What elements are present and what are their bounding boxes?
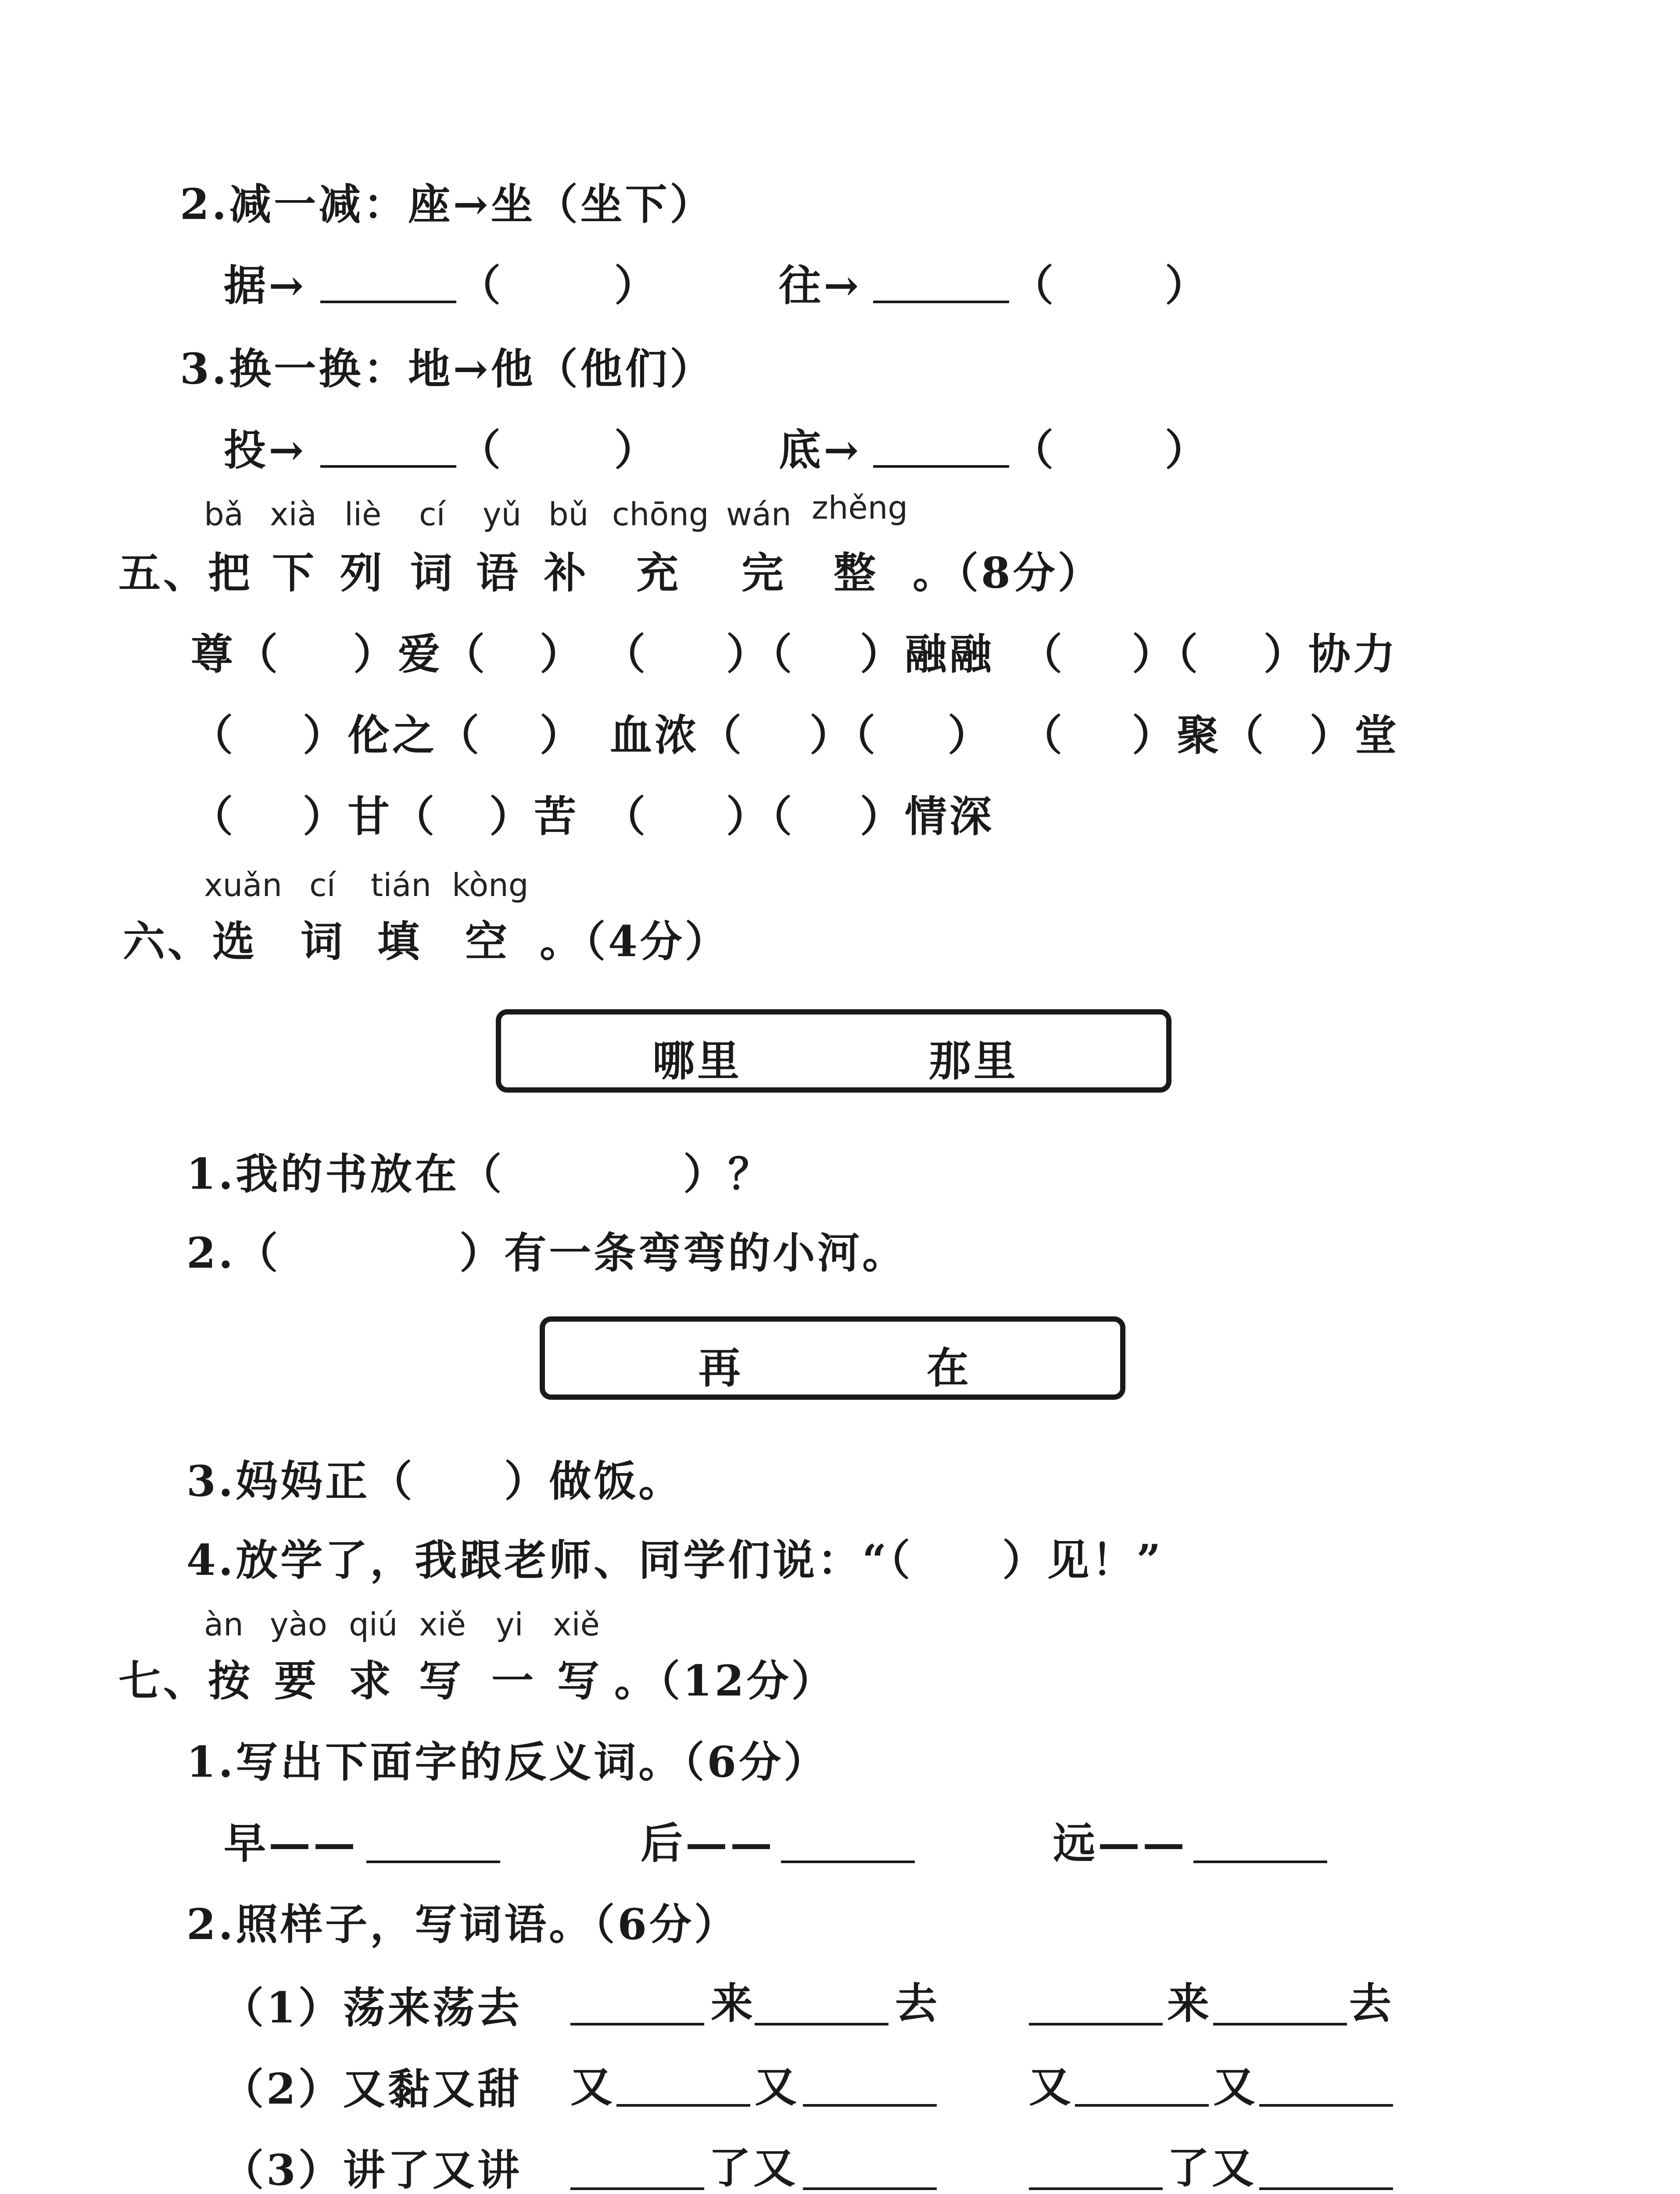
paren-close: ） — [1165, 425, 1210, 475]
q7-2: 2.照样子，写词语。（6分） — [186, 1900, 739, 1949]
pattern-example: （3）讲了又讲 — [222, 2145, 522, 2194]
sec7-title: 要 — [274, 1656, 319, 1706]
pinyin: xiě — [553, 1606, 600, 1643]
pinyin: chōng — [612, 496, 709, 533]
q4-3-prompt: 3.换一换：地→他（他们） — [180, 344, 715, 394]
pinyin: zhěng — [812, 489, 908, 526]
sec7-title: 求 — [349, 1656, 394, 1706]
idiom-fragment: ）聚（ — [1132, 710, 1266, 760]
q7-1: 1.写出下面字的反义词。（6分） — [186, 1737, 829, 1787]
idiom-fragment: ）融融 — [860, 629, 994, 679]
q4-2a-char: 据→ — [224, 261, 307, 310]
q4-2a-blank[interactable] — [320, 301, 456, 303]
antonym-blank[interactable] — [781, 1861, 915, 1863]
idiom-fragment: ）（ — [1132, 629, 1200, 679]
pinyin: yào — [270, 1606, 327, 1643]
pinyin: cí — [419, 496, 445, 533]
antonym-prompt: 后—— — [641, 1818, 775, 1868]
sec5-title: 列 — [340, 548, 385, 598]
word-option: 在 — [927, 1343, 971, 1393]
fixed-char: 来 — [1167, 1979, 1212, 2028]
paren-open: （ — [1011, 425, 1056, 475]
fixed-char: 来 — [711, 1979, 756, 2028]
sec5-title: 词 — [410, 548, 455, 598]
idiom-fragment: ）堂 — [1310, 710, 1399, 760]
sec7-title: 一 — [491, 1656, 536, 1706]
q4-2b-char: 往→ — [779, 261, 862, 310]
idiom-fragment: ）（ — [726, 629, 795, 679]
word-blank[interactable] — [1259, 2187, 1393, 2190]
word-bank-box — [540, 1316, 1125, 1400]
fixed-char: 去 — [1349, 1979, 1394, 2028]
pattern-example: （2）又黏又甜 — [222, 2064, 522, 2114]
word-option: 哪里 — [652, 1036, 742, 1086]
sec5-title: 五、把 — [118, 548, 253, 598]
sec5-title: 下 — [272, 548, 317, 598]
q6-2: 2.（ ）有一条弯弯的小河。 — [186, 1228, 907, 1278]
q4-3a-blank[interactable] — [320, 465, 456, 468]
idiom-fragment: （ — [603, 629, 648, 679]
q6-1: 1.我的书放在（ ）？ — [186, 1149, 773, 1199]
sec5-title: 补 — [544, 548, 589, 598]
word-blank[interactable] — [755, 2023, 888, 2026]
pinyin: liè — [344, 496, 382, 533]
antonym-prompt: 远—— — [1053, 1818, 1187, 1868]
idiom-fragment: ）苦 — [489, 792, 579, 841]
idiom-fragment: ）甘（ — [303, 792, 437, 841]
idiom-fragment: （ — [191, 792, 236, 841]
word-blank[interactable] — [616, 2104, 750, 2107]
word-option: 再 — [699, 1343, 743, 1393]
idiom-fragment: ）（ — [726, 792, 795, 841]
sec7-title: 写 — [557, 1656, 602, 1706]
idiom-fragment: （ — [1020, 629, 1065, 679]
pinyin: kòng — [452, 867, 529, 903]
paren-close: ） — [1165, 261, 1210, 310]
q4-2b-blank[interactable] — [873, 301, 1009, 303]
fixed-char: 又 — [1213, 2062, 1258, 2112]
sec5-score: 。（8分） — [913, 548, 1103, 598]
q6-4: 4.放学了，我跟老师、同学们说：“（ ）见！” — [186, 1535, 1164, 1585]
idiom-fragment: ） — [948, 710, 992, 760]
idiom-fragment: ） — [540, 629, 584, 679]
pinyin: bǔ — [548, 496, 589, 533]
idiom-fragment: ）伦之（ — [303, 710, 482, 760]
word-bank-box — [496, 1009, 1171, 1093]
word-blank[interactable] — [1259, 2104, 1393, 2107]
fixed-chars: 了又 — [1167, 2143, 1257, 2193]
word-blank[interactable] — [570, 2023, 704, 2026]
antonym-prompt: 早—— — [224, 1818, 358, 1868]
q4-3a-char: 投→ — [224, 425, 307, 475]
paren-open: （ — [1011, 261, 1056, 310]
word-blank[interactable] — [1029, 2187, 1163, 2190]
pinyin: bǎ — [204, 496, 244, 533]
sec5-title: 语 — [476, 548, 521, 598]
paren-close: ） — [614, 425, 659, 475]
fixed-char: 去 — [895, 1979, 940, 2028]
idiom-fragment: ）爱（ — [353, 629, 487, 679]
fixed-char: 又 — [755, 2062, 799, 2112]
sec6-title: 空 — [465, 917, 510, 966]
word-blank[interactable] — [803, 2187, 937, 2190]
sec6-title: 六、选 — [123, 917, 257, 966]
sec6-title: 填 — [377, 917, 422, 966]
paren-open: （ — [459, 425, 503, 475]
word-blank[interactable] — [570, 2187, 704, 2190]
idiom-fragment: ）情深 — [860, 792, 994, 841]
antonym-blank[interactable] — [1193, 1861, 1327, 1863]
pinyin: yǔ — [483, 496, 522, 533]
word-blank[interactable] — [1029, 2023, 1163, 2026]
sec6-title: 词 — [301, 917, 345, 966]
fixed-char: 又 — [570, 2062, 615, 2112]
sec7-score: 。（12分） — [614, 1656, 836, 1706]
q4-3b-blank[interactable] — [873, 465, 1009, 468]
antonym-blank[interactable] — [366, 1861, 500, 1863]
pinyin: xià — [270, 496, 317, 533]
pinyin: wán — [726, 496, 792, 533]
pattern-example: （1）荡来荡去 — [222, 1983, 522, 2033]
idiom-fragment: ）（ — [810, 710, 878, 760]
paren-close: ） — [614, 261, 659, 310]
sec6-score: 。（4分） — [540, 917, 730, 966]
idiom-fragment: ） — [540, 710, 584, 760]
idiom-fragment: ）协力 — [1264, 629, 1398, 679]
q6-3: 3.妈妈正（ ）做饭。 — [186, 1456, 684, 1506]
q4-2-prompt: 2.减一减：座→坐（坐下） — [180, 179, 715, 229]
idiom-fragment: （ — [1020, 710, 1065, 760]
q4-3b-char: 底→ — [779, 425, 862, 475]
pinyin: qiú — [349, 1606, 398, 1643]
pinyin: tián — [371, 867, 431, 903]
pinyin: àn — [204, 1606, 244, 1643]
word-blank[interactable] — [1075, 2104, 1209, 2107]
word-blank[interactable] — [803, 2104, 937, 2107]
idiom-fragment: （ — [603, 792, 648, 841]
pinyin: xiě — [419, 1606, 466, 1643]
idiom-fragment: 血浓（ — [610, 710, 744, 760]
sec7-title: 七、按 — [118, 1656, 253, 1706]
sec7-title: 写 — [419, 1656, 464, 1706]
paren-open: （ — [459, 261, 503, 310]
idiom-fragment: 尊（ — [191, 629, 280, 679]
idiom-fragment: （ — [191, 710, 236, 760]
word-blank[interactable] — [1213, 2023, 1347, 2026]
word-option: 那里 — [929, 1036, 1018, 1086]
fixed-char: 又 — [1029, 2062, 1074, 2112]
sec5-title: 充 — [636, 548, 681, 598]
pinyin: yi — [496, 1606, 523, 1643]
fixed-chars: 了又 — [709, 2143, 798, 2193]
sec5-title: 完 — [741, 548, 786, 598]
pinyin: cí — [309, 867, 336, 903]
sec5-title: 整 — [834, 548, 878, 598]
pinyin: xuǎn — [204, 867, 282, 903]
